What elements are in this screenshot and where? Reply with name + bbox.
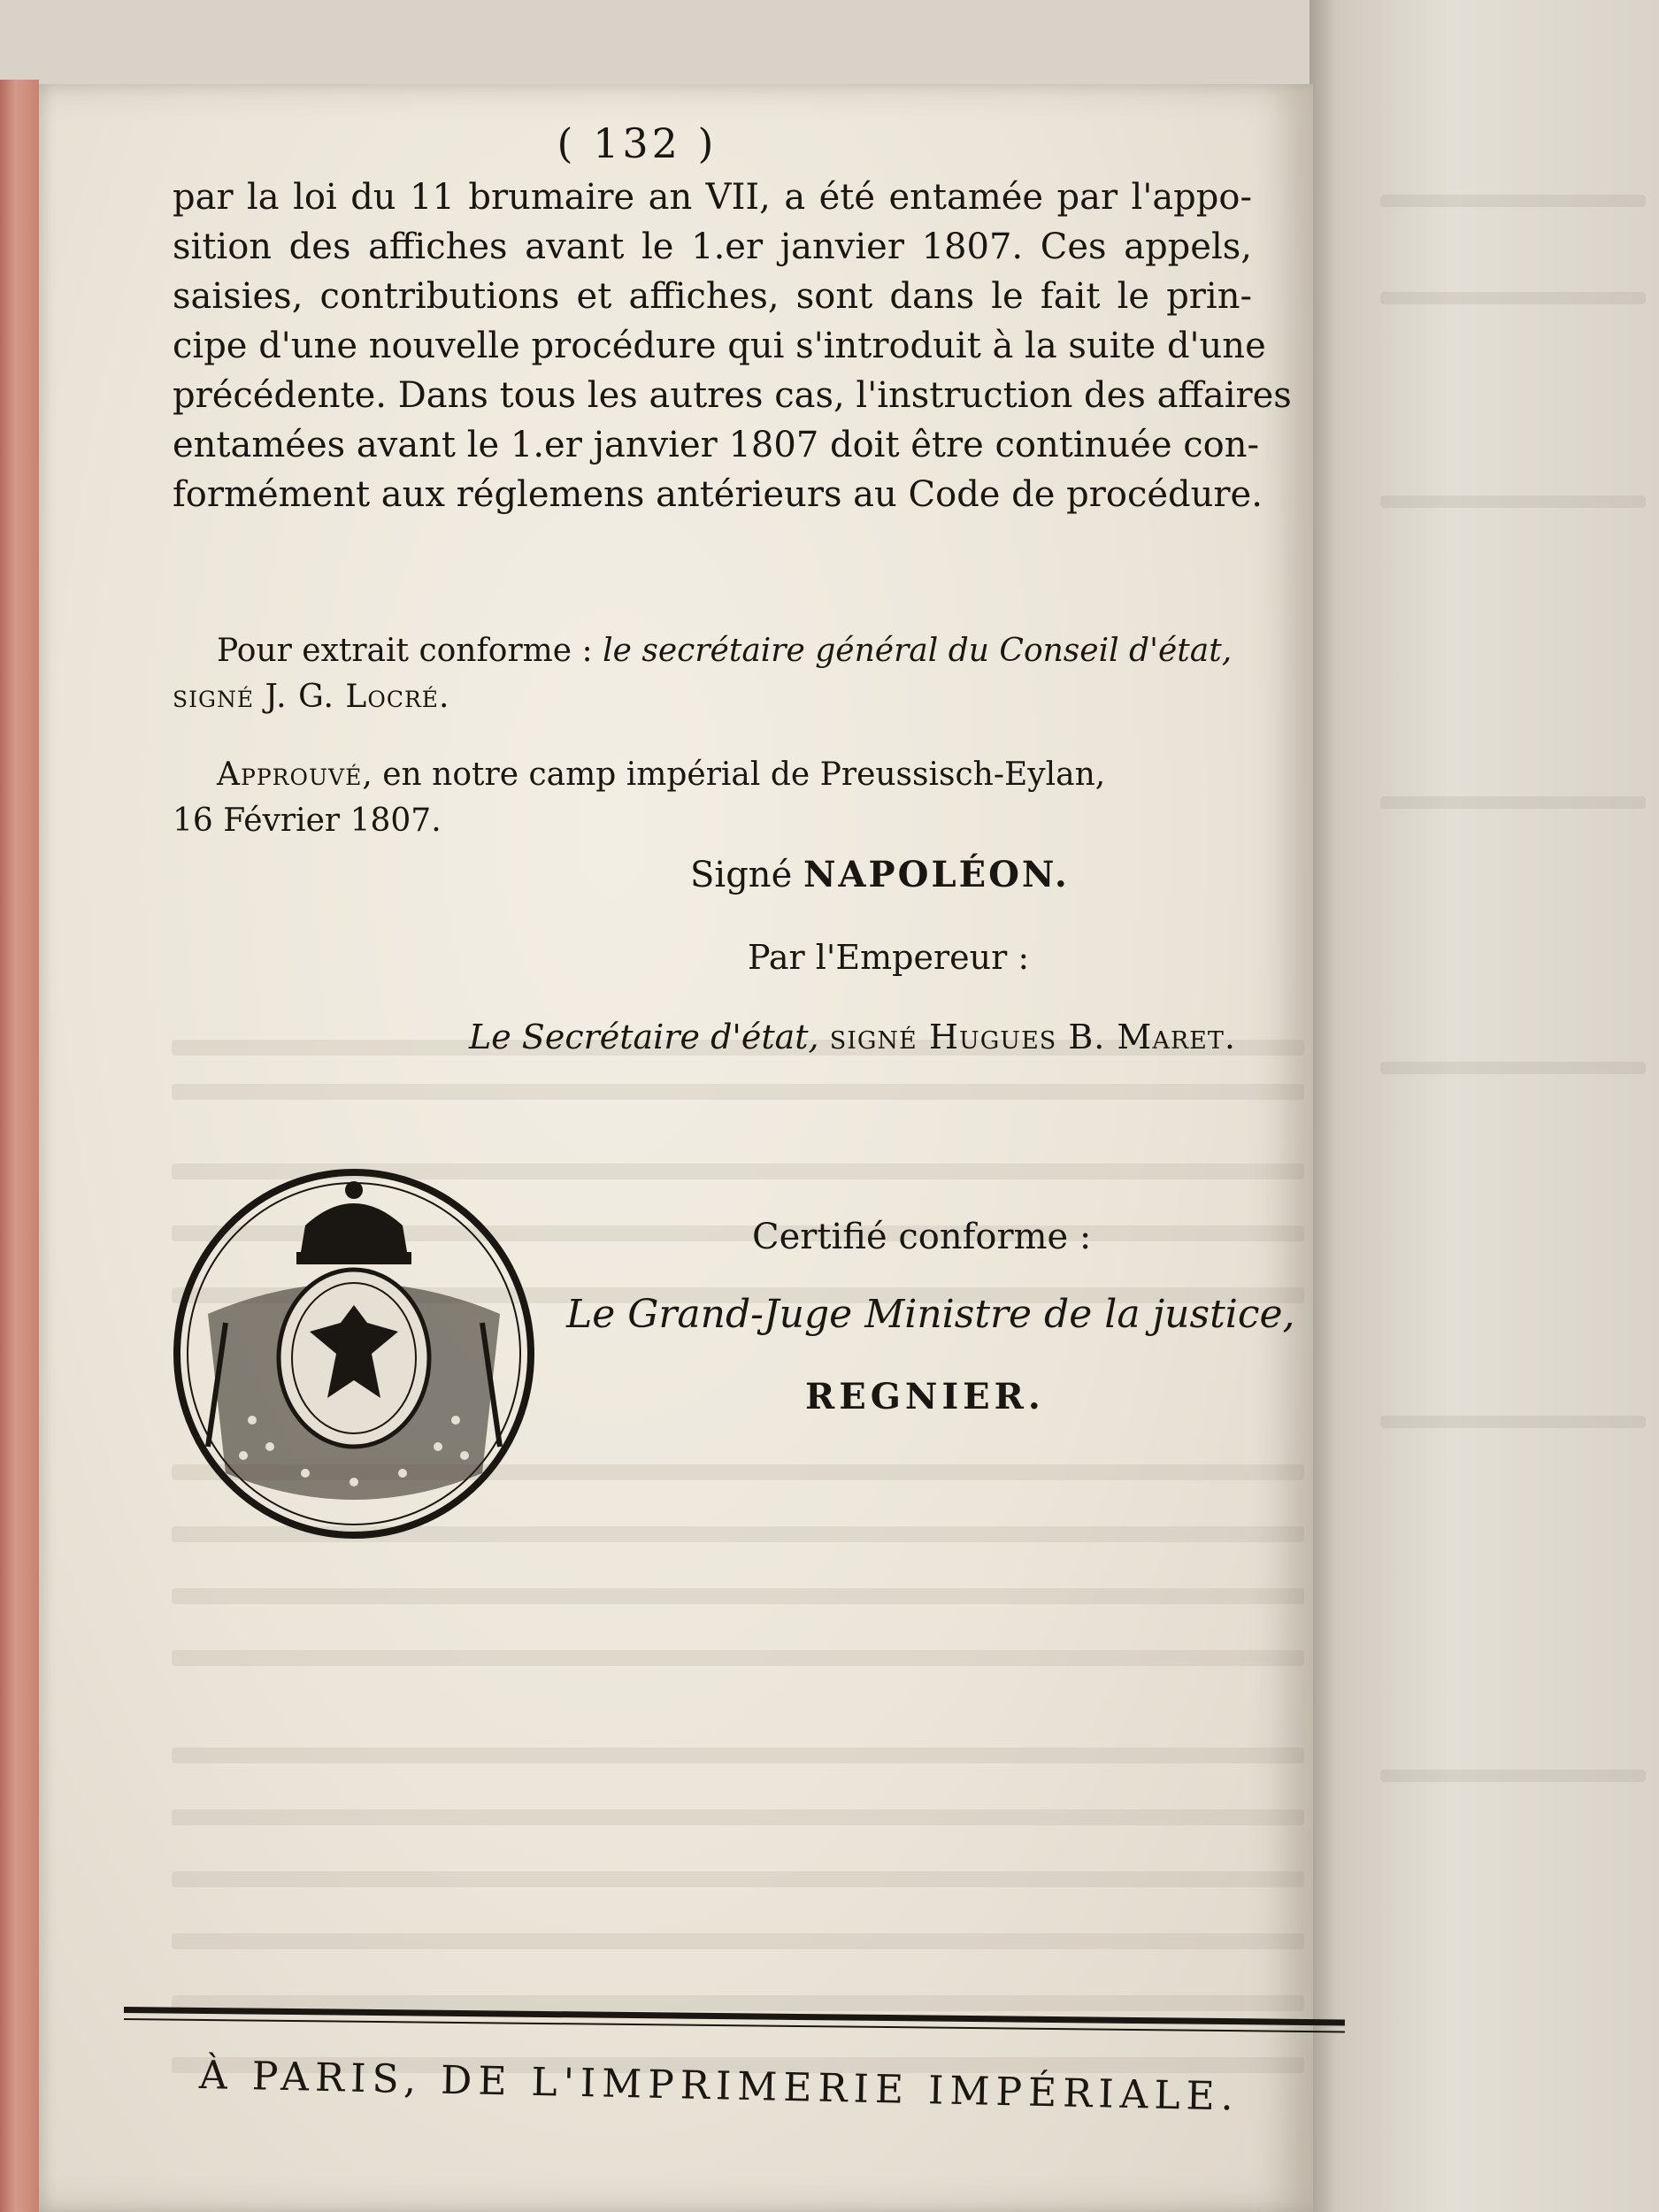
extract-title: le secrétaire général du Conseil d'état, [603, 633, 1233, 669]
par-empereur: Par l'Empereur : [748, 938, 1030, 977]
signature-prefix: Signé [690, 855, 793, 895]
printer-imprint: À PARIS, DE L'IMPRIMERIE IMPÉRIALE. [198, 2053, 1240, 2120]
secretary-signed: signé Hugues B. Maret. [829, 1018, 1236, 1056]
extract-statement [173, 628, 1252, 720]
certification-name: REGNIER. [805, 1376, 1045, 1417]
page-number: ( 132 ) [557, 119, 718, 167]
body-line: saisies, contributions et affiches, sont dans le fait le prin- [173, 276, 1252, 317]
approval-statement [173, 752, 1252, 844]
facing-page [1310, 0, 1659, 2212]
signature-line [690, 854, 1070, 895]
approval-word: Approuvé [217, 757, 363, 793]
secretary-title: Le Secrétaire d'état, [469, 1018, 819, 1056]
body-paragraph [173, 173, 1292, 519]
body-line: sition des affiches avant le 1.er janvier 1807. Ces appels, [173, 227, 1252, 267]
body-line: entamées avant le 1.er janvier 1807 doit être continuée con- [173, 425, 1259, 465]
approval-date: 16 Février 1807. [173, 803, 442, 839]
certification-title: Le Grand-Juge Ministre de la justice, [566, 1292, 1295, 1337]
extract-signed: signé J. G. Locré. [173, 679, 450, 715]
imperial-seal-icon [155, 1155, 562, 1544]
certification-label: Certifié conforme : [752, 1217, 1092, 1257]
secretary-line [469, 1018, 1236, 1056]
book-page-edge [0, 80, 39, 2212]
approval-text: , en notre camp impérial de Preussisch-Eylan, [362, 757, 1106, 793]
body-line: par la loi du 11 brumaire an VII, a été entamée par l'appo- [173, 177, 1252, 218]
body-line: précédente. Dans tous les autres cas, l'instruction des affaires [173, 375, 1292, 416]
body-line: formément aux réglemens antérieurs au Code de procédure. [173, 474, 1263, 515]
body-line: cipe d'une nouvelle procédure qui s'introduit à la suite d'une [173, 326, 1266, 366]
signature-name: NAPOLÉON. [803, 854, 1070, 895]
extract-lead: Pour extrait conforme : [217, 633, 593, 669]
